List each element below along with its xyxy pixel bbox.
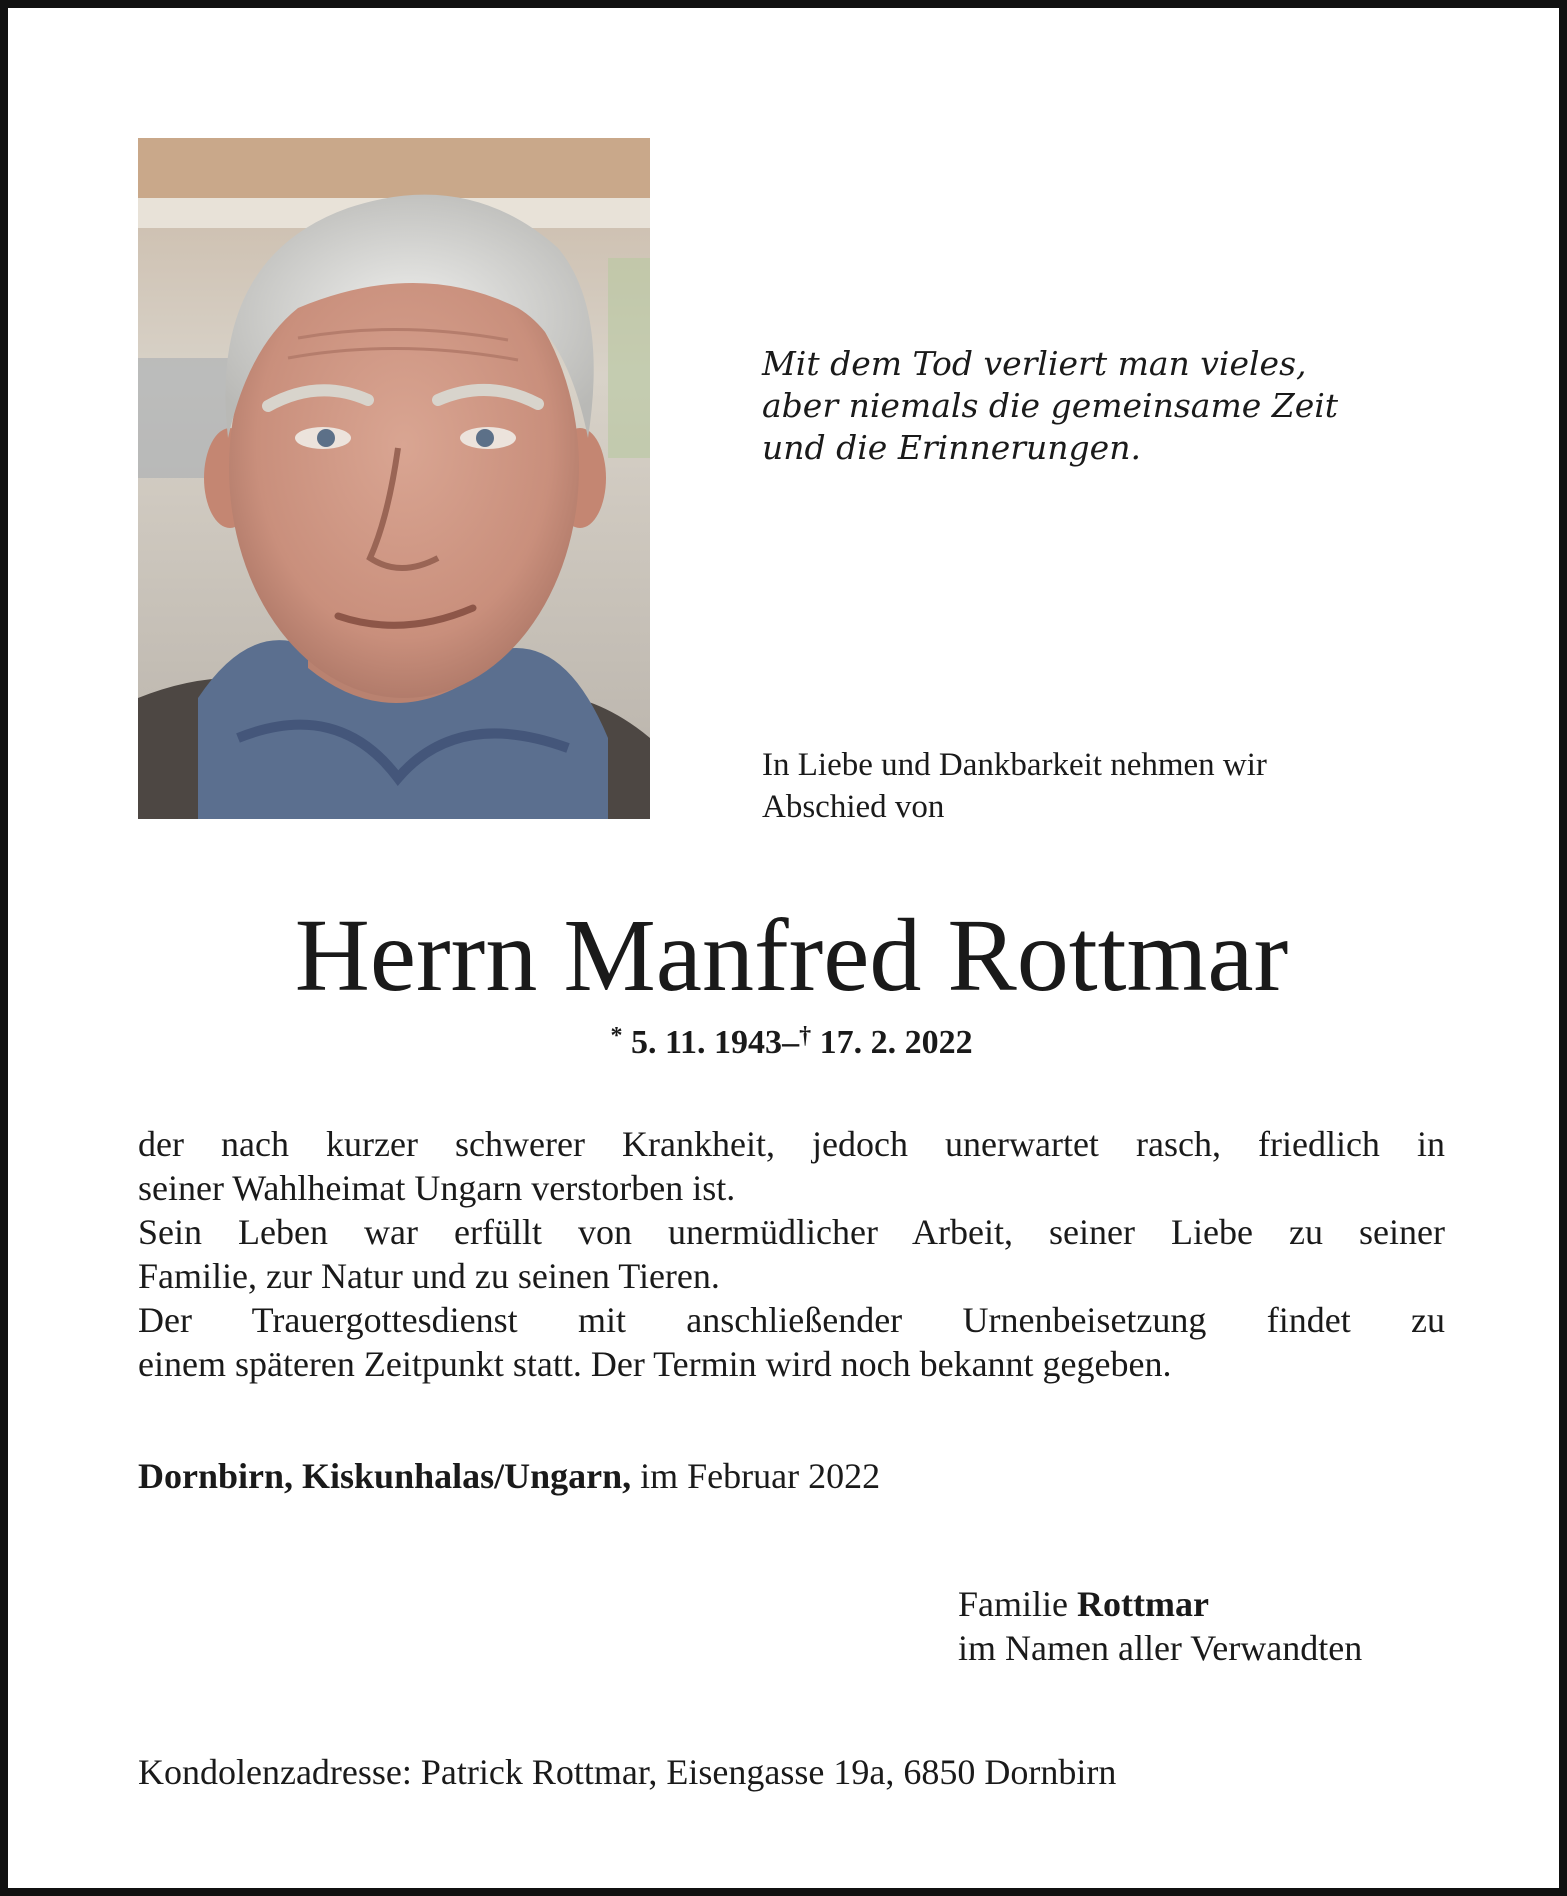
memorial-quote bbox=[762, 343, 1462, 469]
family-surname: Rottmar bbox=[1077, 1584, 1209, 1624]
birth-date: 5. 11. 1943 bbox=[630, 1024, 783, 1061]
family-line2: im Namen aller Verwandten bbox=[958, 1628, 1363, 1668]
death-date: 17. 2. 2022 bbox=[819, 1024, 973, 1061]
family-prefix: Familie bbox=[958, 1584, 1068, 1624]
body-line: Sein Leben war erfüllt von unermüdlicher Arbeit, seiner Liebe zu seiner bbox=[138, 1212, 1445, 1252]
quote-line: Mit dem Tod verliert man vieles, bbox=[762, 344, 1307, 383]
family-line bbox=[958, 1582, 1478, 1626]
portrait-illustration bbox=[138, 138, 650, 819]
body-line: der nach kurzer schwerer Krankheit, jedoch unerwartet rasch, friedlich in bbox=[138, 1124, 1445, 1164]
place-and-date bbox=[138, 1454, 1445, 1498]
farewell-line: In Liebe und Dankbarkeit nehmen wir bbox=[762, 747, 1267, 783]
place-locations: Dornbirn, Kiskunhalas/Ungarn, bbox=[138, 1456, 632, 1496]
quote-line: und die Erinnerungen. bbox=[762, 428, 1141, 467]
obituary-body bbox=[138, 1122, 1445, 1386]
deceased-name: Herrn Manfred Rottmar bbox=[294, 898, 1289, 1013]
life-dates bbox=[138, 1021, 1445, 1065]
death-cross-icon: † bbox=[799, 1023, 812, 1049]
farewell-intro bbox=[762, 744, 1462, 828]
body-line: Familie, zur Natur und zu seinen Tieren. bbox=[138, 1256, 720, 1296]
family-signature bbox=[958, 1582, 1478, 1670]
date-separator: – bbox=[782, 1024, 800, 1061]
body-line: seiner Wahlheimat Ungarn verstorben ist. bbox=[138, 1168, 736, 1208]
portrait-photo bbox=[138, 138, 650, 819]
body-line: einem späteren Zeitpunkt statt. Der Termin wird noch bekannt gegeben. bbox=[138, 1344, 1172, 1384]
condolence-address: Kondolenzadresse: Patrick Rottmar, Eisengasse 19a, 6850 Dornbirn bbox=[138, 1752, 1117, 1792]
farewell-line: Abschied von bbox=[762, 789, 945, 825]
place-date: im Februar 2022 bbox=[640, 1456, 881, 1496]
birth-star-icon: * bbox=[610, 1023, 623, 1049]
body-line: Der Trauergottesdienst mit anschließender Urnenbeisetzung findet zu bbox=[138, 1300, 1445, 1340]
quote-line: aber niemals die gemeinsame Zeit bbox=[762, 386, 1339, 425]
